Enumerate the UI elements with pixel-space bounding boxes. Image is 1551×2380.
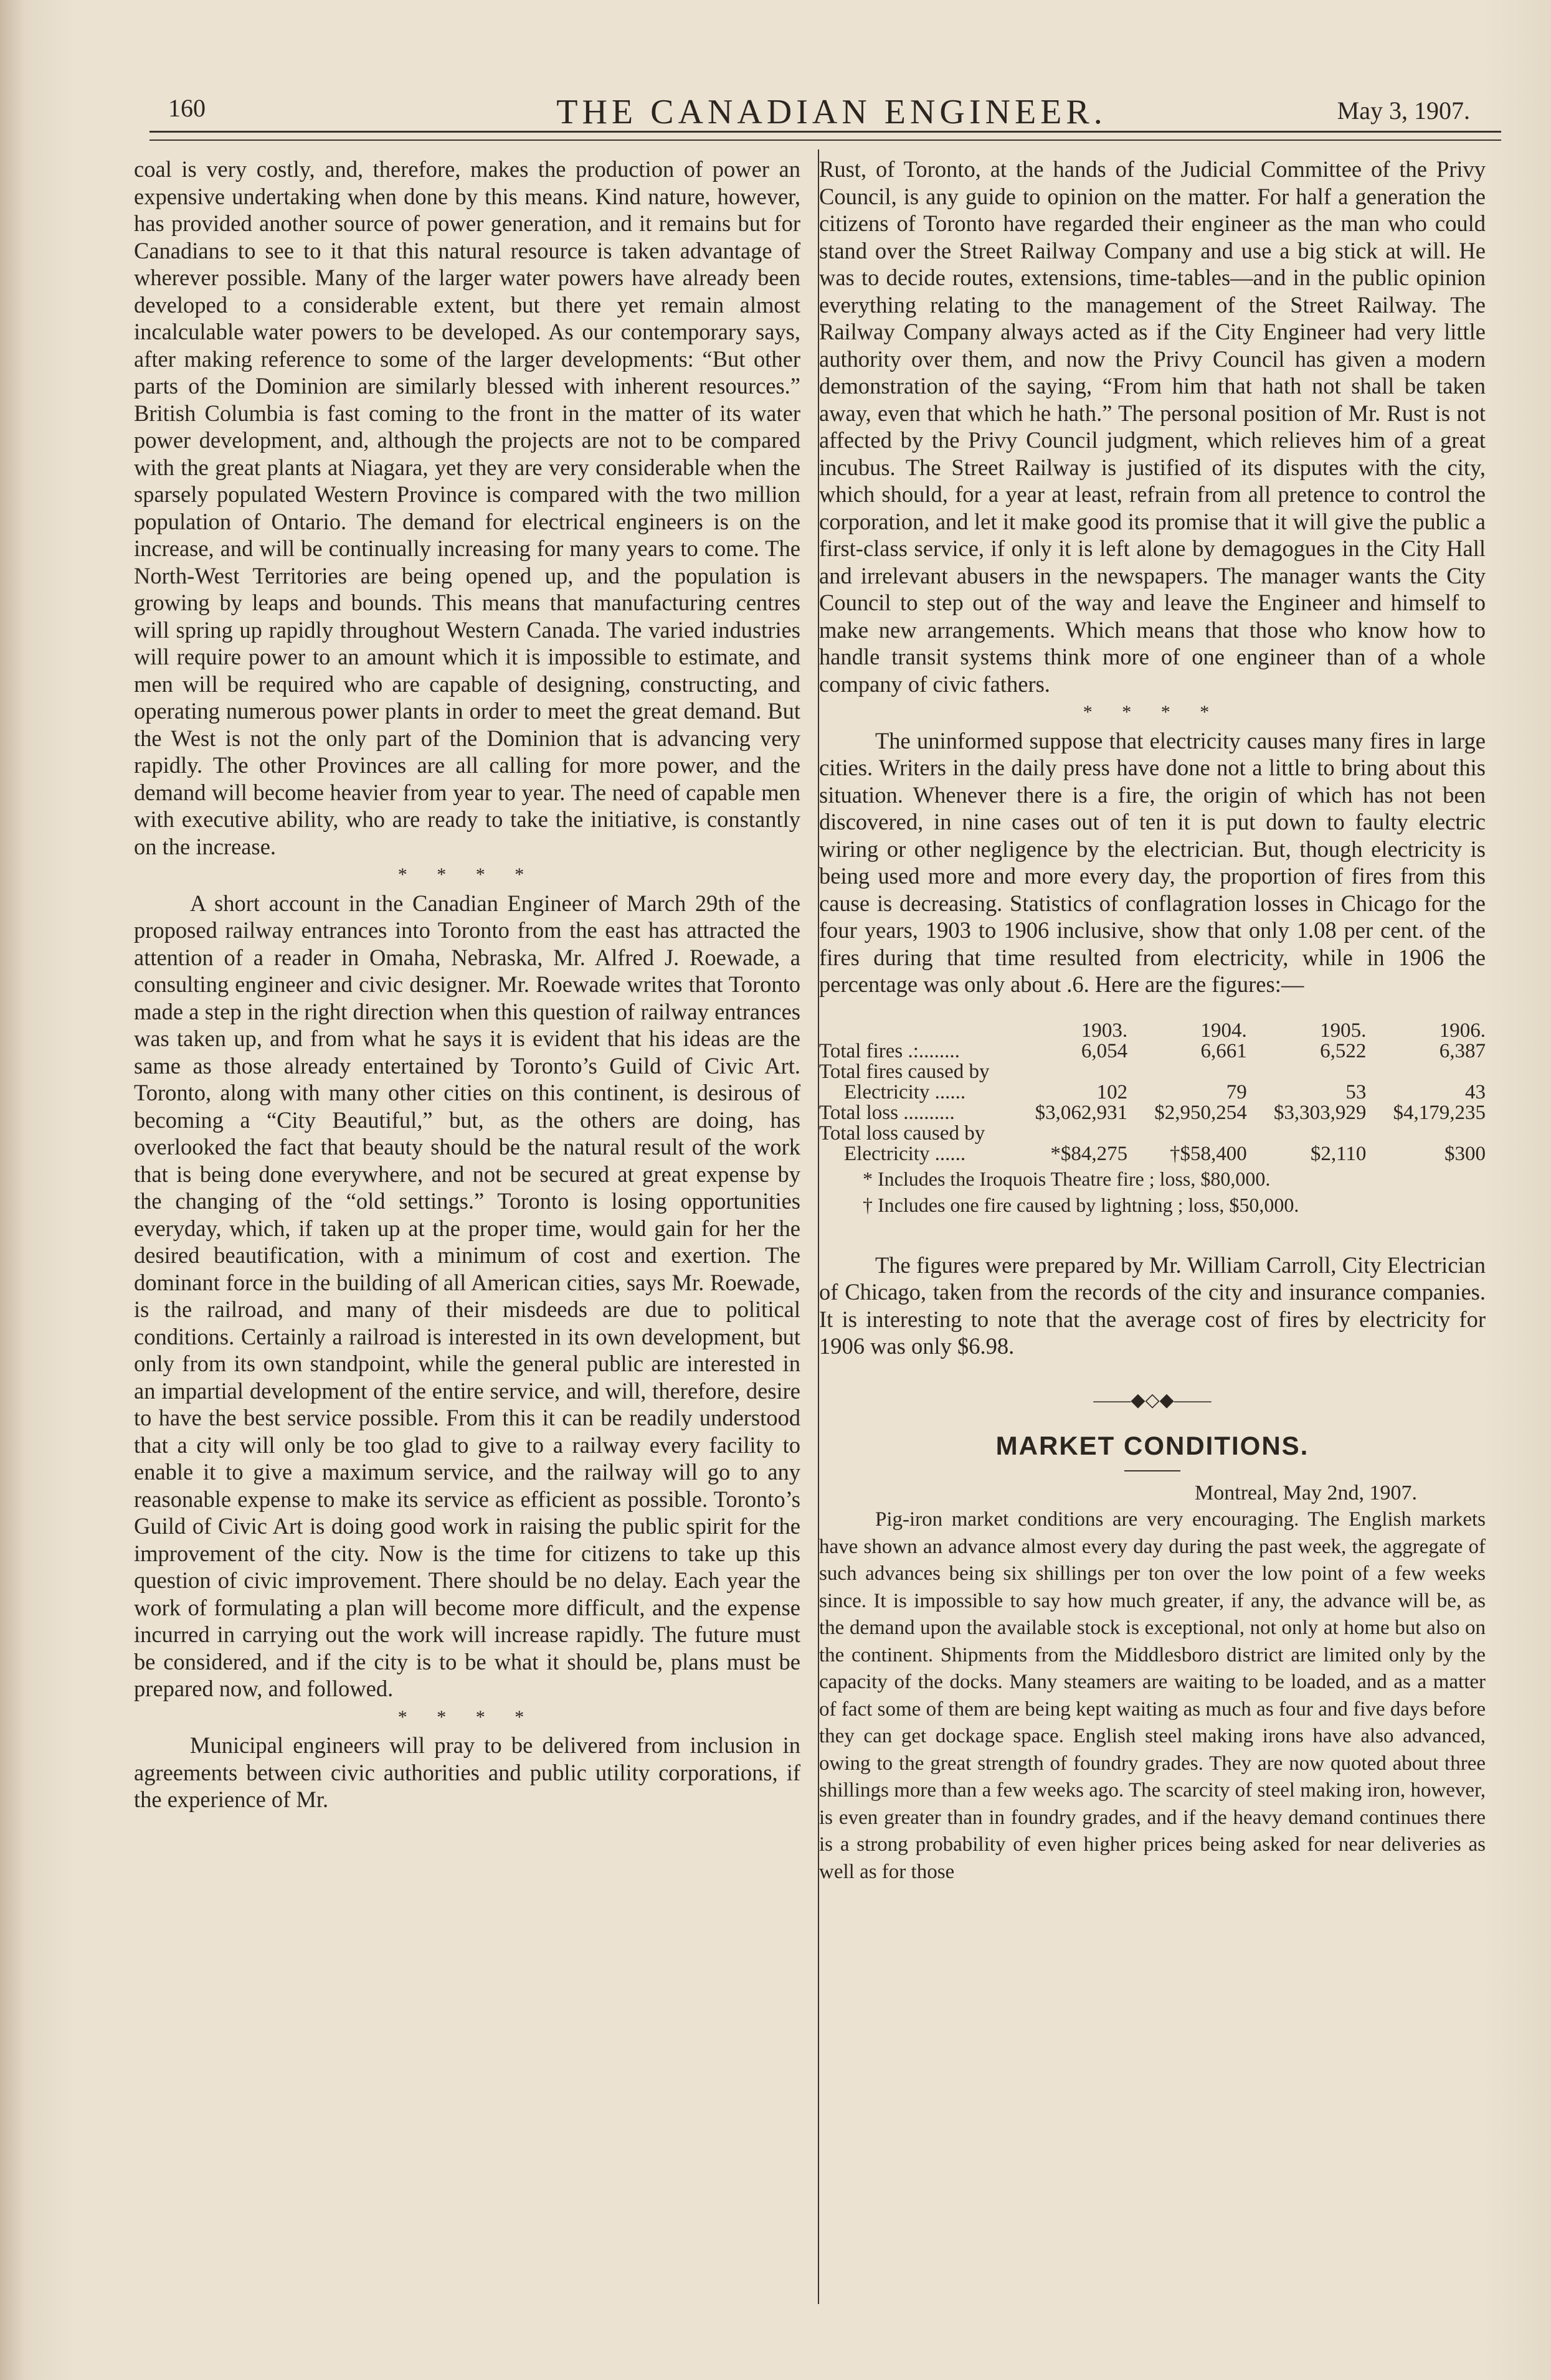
table-cell: 6,054 <box>1081 1039 1128 1062</box>
market-paragraph: Pig-iron market conditions are very encouraging. The English markets have shown an advance almost every day during the past week, the aggregate of such advances being six shillings per ton over the low point of a few weeks since. It is impossible to say how much greater, if any, the advance will be, as the demand upon the available stock is exceptional, not only at home but also on the continent. Shipments from the Middlesboro district are limited only by the capacity of the docks. Many steamers are waiting to be loaded, and as a matter of fact some of them are being kept waiting as much as four and five days before they can get dockage space. English steel making irons have also advanced, owing to the great strength of foundry grades. They are now quoted about three shillings more than a few weeks ago. The scarcity of steel making iron, however, is even greater than in foundry grades, and if the heavy demand continues there is a strong probability of even higher prices being asked for near deliveries as well as for those <box>819 1508 1486 1883</box>
year-header: 1903. <box>1081 1019 1128 1042</box>
ornament-divider: ——◆◇◆—— <box>1093 1389 1212 1410</box>
table-footnote: † Includes one fire caused by lightning ; loss, $50,000. <box>863 1193 1299 1216</box>
table-cell: $3,062,931 <box>1035 1101 1128 1124</box>
table-cell: †$58,400 <box>1169 1142 1247 1165</box>
left-column <box>134 156 800 1813</box>
table-cell: $2,950,254 <box>1154 1101 1247 1124</box>
section-heading: MARKET CONDITIONS. <box>995 1430 1309 1460</box>
table-cell: 79 <box>1226 1080 1247 1103</box>
table-cell: $3,303,929 <box>1273 1101 1367 1124</box>
table-row <box>819 1144 1486 1164</box>
article-paragraph: coal is very costly, and, therefore, makes the production of power an expensive undertaking when done by this means. Kind nature, however, has provided another source of power generation, and it remains but for Canadians to see to it that this natural resource is taken advantage of wherever possible. Many of the larger water powers have already been developed to a considerable extent, but there yet remain almost incalculable water powers to be developed. As our contemporary says, after making reference to some of the larger developments: “But other parts of the Dominion are similarly blessed with inherent resources.” British Columbia is fast coming to the front in the matter of its water power development, and, although the projects are not to be compared with the great plants at Niagara, yet they are very considerable when the sparsely populated Western Province is compared with the two million population of Ontario. The demand for electrical engineers is on the increase, and will be continually increasing for many years to come. The North-West Territories are being opened up, and the population is growing by leaps and bounds. This means that manufacturing centres will spring up rapidly throughout Western Canada. The varied industries will require power to an amount which it is impossible to estimate, and men will be required who are capable of designing, constructing, and operating numerous power plants in order to meet the great demand. But the West is not the only part of the Dominion that is advancing very rapidly. The other Provinces are all calling for more power, and the demand will become heavier from year to year. The need of capable men with executive ability, who are ready to take the initiative, is constantly on the increase. <box>134 156 800 859</box>
section-separator: * * * * <box>397 1706 537 1727</box>
table-cell: 6,387 <box>1439 1039 1486 1062</box>
row-label: Total loss caused by <box>819 1122 985 1145</box>
dateline: Montreal, May 2nd, 1907. <box>1195 1481 1417 1504</box>
article-paragraph: The uninformed suppose that electricity causes many fires in large cities. Writers in the daily press have done not a little to bring about this situation. Whenever there is a fire, the origin of which has not been discovered, in nine cases out of ten it is put down to faulty electric wiring or other negligence by the electrician. But, though electricity is being used more and more every day, the proportion of fires from this cause is decreasing. Statistics of conflagration losses in Chicago for the four years, 1903 to 1906 inclusive, show that only 1.08 per cent. of the fires during that time resulted from electricity, while in 1906 the percentage was only about .6. Here are the figures:— <box>819 727 1486 997</box>
table-cell: *$84,275 <box>1050 1142 1128 1165</box>
row-label: Electricity ...... <box>844 1142 966 1165</box>
heading-rule <box>1124 1470 1180 1471</box>
article-paragraph: The figures were prepared by Mr. William Carroll, City Electrician of Chicago, taken from the records of the city and insurance companies. It is interesting to note that the average cost of fires by electricity for 1906 was only $6.98. <box>819 1252 1486 1359</box>
table-header-row <box>819 1021 1486 1041</box>
table-cell: 6,522 <box>1320 1039 1367 1062</box>
row-label: Total fires .:........ <box>819 1039 960 1062</box>
table-cell: $2,110 <box>1310 1142 1367 1165</box>
year-header: 1905. <box>1320 1019 1367 1042</box>
table-cell: $4,179,235 <box>1393 1101 1486 1124</box>
row-label: Electricity ...... <box>844 1080 966 1103</box>
table-cell: 43 <box>1465 1080 1486 1103</box>
table-row <box>819 1041 1486 1062</box>
page-number: 160 <box>168 94 206 122</box>
section-separator: * * * * <box>397 864 537 885</box>
section-separator: * * * * <box>1083 702 1222 722</box>
row-label: Total loss .......... <box>819 1101 955 1124</box>
table-footnote: * Includes the Iroquois Theatre fire ; loss, $80,000. <box>863 1167 1271 1190</box>
table-row <box>819 1062 1486 1082</box>
table-row <box>819 1103 1486 1123</box>
header-rule <box>149 131 1501 133</box>
year-header: 1904. <box>1200 1019 1247 1042</box>
article-paragraph: Rust, of Toronto, at the hands of the Judicial Committee of the Privy Council, is any guide to opinion on the matter. For half a generation the citizens of Toronto have regarded their engineer as the man who could stand over the Street Railway Company and use a big stick at will. He was to decide routes, extensions, time-tables—and in the public opinion everything relating to the management of the Street Railway. The Railway Company always acted as if the City Engineer had very little authority over them, and now the Privy Council has given a modern demonstration of the saying, “From him that hath not shall be taken away, even that which he hath.” The personal position of Mr. Rust is not affected by the Privy Council judgment, which relieves him of a great incubus. The Street Railway is justified of its disputes with the city, which should, for a year at least, refrain from all pretence to control the corporation, and let it make good its promise that it will give the public a first-class service, if only it is left alone by demagogues in the City Hall and irrelevant abusers in the newspapers. The manager wants the City Council to step out of the way and leave the Engineer and himself to make new arrangements. Which means that those who know how to handle transit systems think more of one engineer than of a whole company of civic fathers. <box>819 156 1486 697</box>
header-rule-thin <box>149 139 1501 141</box>
page-header <box>162 87 1501 137</box>
table-row <box>819 1123 1486 1144</box>
table-cell: 6,661 <box>1200 1039 1247 1062</box>
year-header: 1906. <box>1439 1019 1486 1042</box>
table-cell: 102 <box>1096 1080 1128 1103</box>
right-column <box>819 156 1486 1886</box>
table-cell: 53 <box>1345 1080 1367 1103</box>
journal-title: THE CANADIAN ENGINEER. <box>556 93 1107 131</box>
table-cell: $300 <box>1444 1142 1486 1165</box>
table-row <box>819 1082 1486 1103</box>
fire-statistics-table <box>819 1021 1486 1164</box>
row-label: Total fires caused by <box>819 1060 990 1083</box>
issue-date: May 3, 1907. <box>1337 97 1470 125</box>
article-paragraph: Municipal engineers will pray to be delivered from inclusion in agreements between civic authorities and public utility corporations, if the experience of Mr. <box>134 1732 800 1812</box>
article-paragraph: A short account in the Canadian Engineer of March 29th of the proposed railway entrances into Toronto from the east has attracted the attention of a reader in Omaha, Nebraska, Mr. Alfred J. Roewade, a consulting engineer and civic designer. Mr. Roewade writes that Toronto made a step in the right direction when this question of railway entrances was taken up, and from what he says it is evident that his ideas are the same as those already entertained by Toronto’s Guild of Civic Art. Toronto, along with many other cities on this continent, is desirous of becoming a “City Beautiful,” but, as the others are doing, has overlooked the fact that beauty should be the natural result of the work that is being done everywhere, and not be secured at great expense by the changing of the “old settings.” Toronto is losing opportunities everyday, which, if taken up at the proper time, would gain for her the desired beautification, with a minimum of cost and exertion. The dominant force in the building of all American cities, says Mr. Roewade, is the railroad, and many of their misdeeds are due to political conditions. Certainly a railroad is interested in its own development, but only from its own standpoint, while the general public are interested in an impartial development of the entire service, and will, therefore, desire to have the best service possible. From this it can be readily understood that a city will only be too glad to give to a railway every facility to enable it to give a maximum service, and the railway will go to any reasonable expense to make its service as efficient as possible. Toronto’s Guild of Civic Art is doing good work in raising the public spirit for the improvement of the city. Now is the time for citizens to take up this question of civic improvement. There should be no delay. Each year the work of formulating a plan will become more difficult, and the expense incurred in carrying out the work will increase rapidly. The future must be considered, and if the city is to be what it should be, plans must be prepared now, and followed. <box>134 890 800 1701</box>
